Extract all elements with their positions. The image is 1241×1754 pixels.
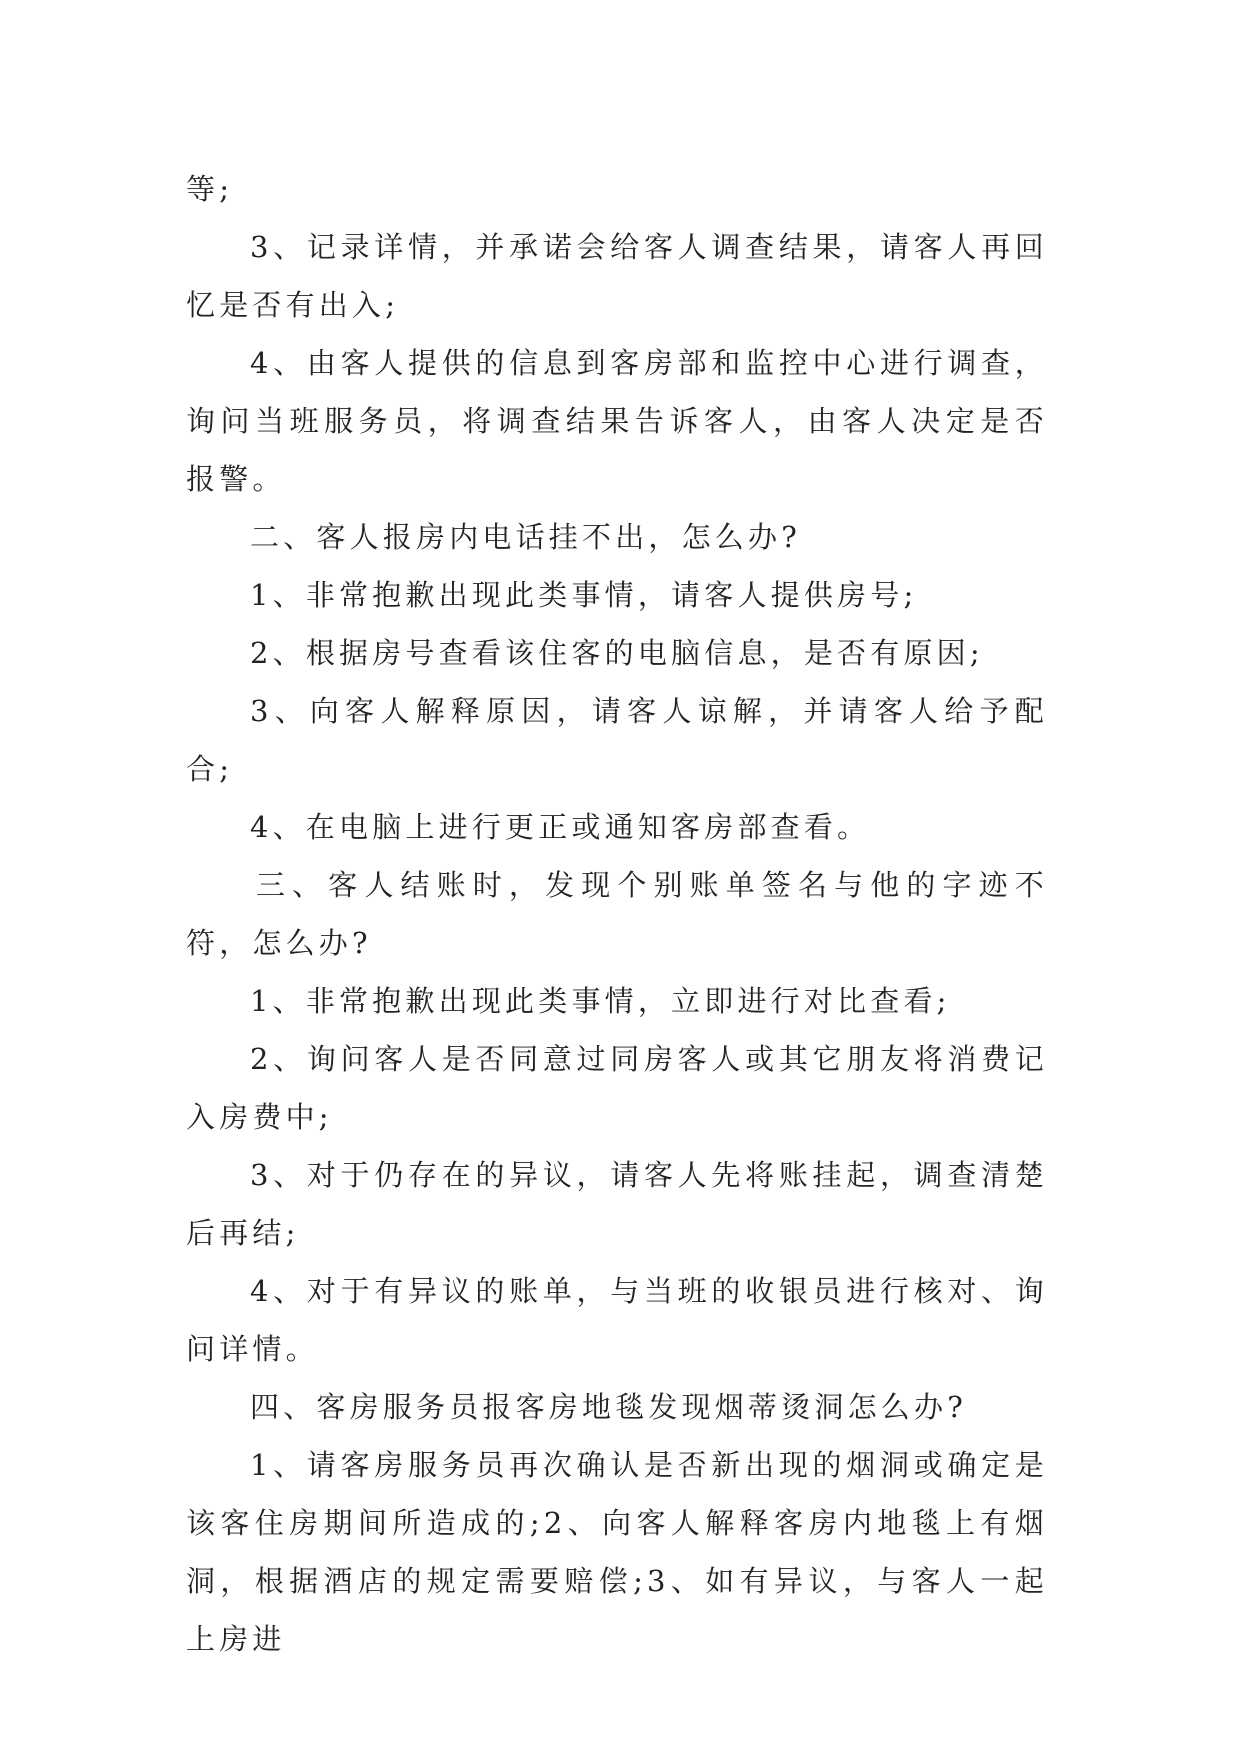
section-heading-2: 二、客人报房内电话挂不出，怎么办?: [250, 520, 801, 554]
paragraph-item-2: 2、根据房号查看该住客的电脑信息，是否有原因;: [250, 636, 984, 670]
section-heading-4: 四、客房服务员报客房地毯发现烟蒂烫洞怎么办?: [250, 1390, 967, 1424]
paragraph-continuation: 等;: [186, 172, 234, 206]
paragraph-item-3: 3、向客人解释原因，请客人谅解，并请客人给予配合;: [186, 694, 1048, 786]
paragraph-item-3: 3、对于仍存在的异议，请客人先将账挂起，调查清楚后再结;: [186, 1158, 1048, 1250]
paragraph-item-1: 1、请客房服务员再次确认是否新出现的烟洞或确定是该客住房期间所造成的;2、向客人解释客房内地毯上有烟洞，根据酒店的规定需要赔偿;3、如有异议，与客人一起上房进: [186, 1448, 1048, 1656]
paragraph-item-4: 4、由客人提供的信息到客房部和监控中心进行调查，询问当班服务员，将调查结果告诉客人，由客人决定是否报警。: [186, 346, 1048, 496]
paragraph-item-2: 2、询问客人是否同意过同房客人或其它朋友将消费记入房费中;: [186, 1042, 1048, 1134]
document-body: [186, 160, 1048, 1668]
paragraph-item-3: 3、记录详情，并承诺会给客人调查结果，请客人再回忆是否有出入;: [186, 230, 1048, 322]
paragraph-item-4: 4、对于有异议的账单，与当班的收银员进行核对、询问详情。: [186, 1274, 1048, 1366]
section-heading-3: 三、客人结账时，发现个别账单签名与他的字迹不符，怎么办?: [186, 868, 1048, 960]
paragraph-item-4: 4、在电脑上进行更正或通知客房部查看。: [250, 810, 871, 844]
paragraph-item-1: 1、非常抱歉出现此类事情，请客人提供房号;: [250, 578, 918, 612]
paragraph-item-1: 1、非常抱歉出现此类事情，立即进行对比查看;: [250, 984, 951, 1018]
